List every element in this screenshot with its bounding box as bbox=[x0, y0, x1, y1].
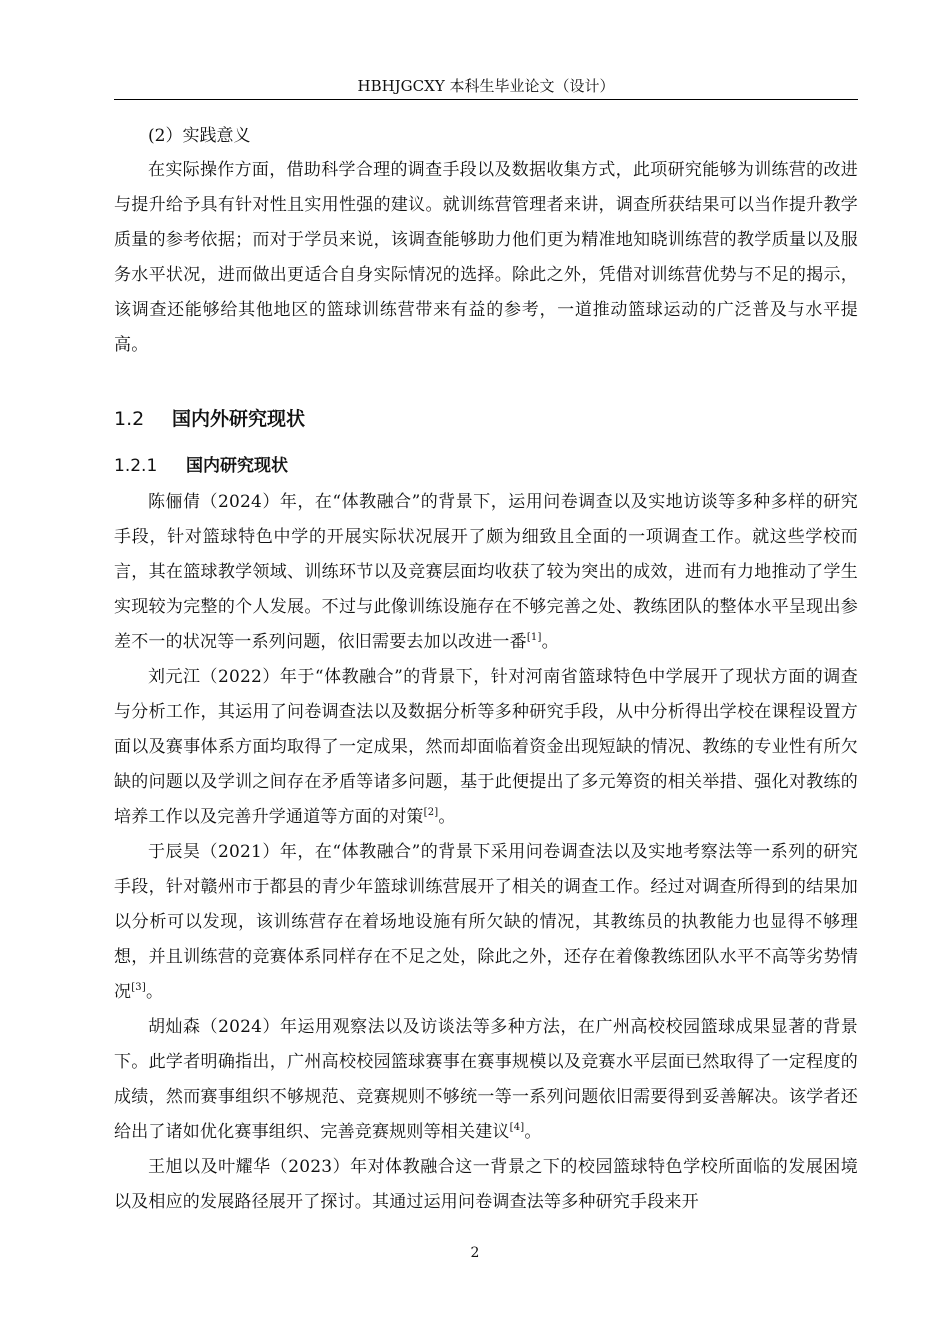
paragraph-text: 王旭以及叶耀华（2023）年对体教融合这一背景之下的校园篮球特色学校所面临的发展困境以及相应的发展路径展开了探讨。其通过运用问卷调查法等多种研究手段来开 bbox=[114, 1157, 858, 1212]
paragraph-end: 。 bbox=[524, 1122, 542, 1142]
citation-ref: [1] bbox=[526, 632, 542, 643]
citation-ref: [3] bbox=[131, 982, 146, 993]
body-paragraph bbox=[114, 1150, 858, 1220]
section-heading bbox=[114, 405, 858, 433]
paragraph-end: 。 bbox=[438, 807, 456, 827]
subsection-heading bbox=[114, 453, 858, 479]
section-number: 1.2 bbox=[114, 408, 145, 430]
page-header: HBHJGCXY 本科生毕业论文（设计） bbox=[114, 0, 858, 100]
body-paragraph bbox=[114, 660, 858, 835]
paragraph-text: 胡灿森（2024）年运用观察法以及访谈法等多种方法，在广州高校校园篮球成果显著的背景下。此学者明确指出，广州高校校园篮球赛事在赛事规模以及竞赛水平层面已然取得了一定程度的成绩，然而赛事组织不够规范、竞赛规则不够统一等一系列问题依旧需要得到妥善解决。该学者还给出了诸如优化赛事组织、完善竞赛规则等相关建议 bbox=[114, 1017, 858, 1142]
citation-ref: [4] bbox=[509, 1122, 525, 1133]
page-number: 2 bbox=[470, 1245, 480, 1261]
practice-significance-label: (2）实践意义 bbox=[148, 126, 251, 146]
section-title: 国内外研究现状 bbox=[172, 408, 306, 430]
body-paragraph bbox=[114, 485, 858, 660]
subsection-title: 国内研究现状 bbox=[186, 456, 288, 476]
subsection-number: 1.2.1 bbox=[114, 456, 158, 476]
paragraph-end: 。 bbox=[541, 632, 559, 652]
body-paragraph bbox=[114, 1010, 858, 1150]
paragraph-end: 。 bbox=[145, 982, 164, 1002]
paragraph-text: 刘元江（2022）年于“体教融合”的背景下，针对河南省篮球特色中学展开了现状方面的调查与分析工作，其运用了问卷调查法以及数据分析等多种研究手段，从中分析得出学校在课程设置方面以及赛事体系方面均取得了一定成果，然而却面临着资金出现短缺的情况、教练的专业性有所欠缺的问题以及学训之间存在矛盾等诸多问题，基于此便提出了多元筹资的相关举措、强化对教练的培养工作以及完善升学通道等方面的对策 bbox=[114, 667, 858, 827]
citation-ref: [2] bbox=[423, 807, 439, 818]
paragraph-text: 于辰昊（2021）年，在“体教融合”的背景下采用问卷调查法以及实地考察法等一系列的研究手段，针对赣州市于都县的青少年篮球训练营展开了相关的调查工作。经过对调查所得到的结果加以分析可以发现，该训练营存在着场地设施有所欠缺的情况，其教练员的执教能力也显得不够理想，并且训练营的竞赛体系同样存在不足之处，除此之外，还存在着像教练团队水平不高等劣势情况 bbox=[114, 842, 858, 1002]
body-paragraph bbox=[114, 835, 858, 1010]
paragraph-text: 陈俪倩（2024）年，在“体教融合”的背景下，运用问卷调查以及实地访谈等多种多样的研究手段，针对篮球特色中学的开展实际状况展开了颇为细致且全面的一项调查工作。就这些学校而言，其在篮球教学领域、训练环节以及竞赛层面均收获了较为突出的成效，进而有力地推动了学生实现较为完整的个人发展。不过与此像训练设施存在不够完善之处、教练团队的整体水平呈现出参差不一的状况等一系列问题，依旧需要去加以改进一番 bbox=[114, 492, 858, 652]
practice-significance-paragraph: 在实际操作方面，借助科学合理的调查手段以及数据收集方式，此项研究能够为训练营的改进与提升给予具有针对性且实用性强的建议。就训练营管理者来讲，调查所获结果可以当作提升教学质量的参考依据；而对于学员来说，该调查能够助力他们更为精准地知晓训练营的教学质量以及服务水平状况，进而做出更适合自身实际情况的选择。除此之外，凭借对训练营优势与不足的揭示，该调查还能够给其他地区的篮球训练营带来有益的参考，一道推动篮球运动的广泛普及与水平提高。 bbox=[114, 160, 858, 355]
